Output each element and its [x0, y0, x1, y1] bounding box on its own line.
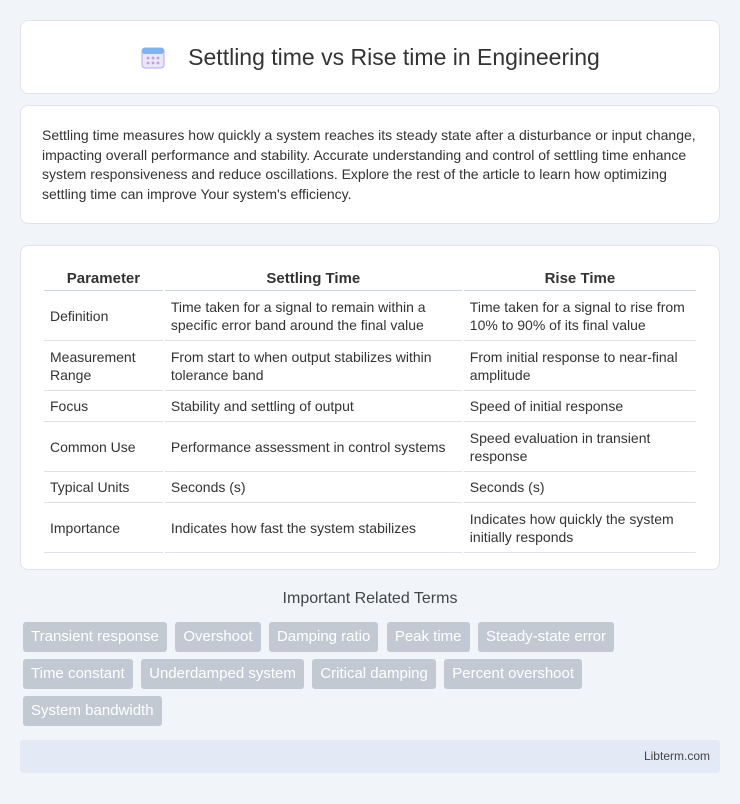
term-tag[interactable]: Critical damping [312, 659, 436, 689]
column-header: Parameter [44, 266, 163, 291]
table-row [44, 503, 696, 553]
table-row [44, 291, 696, 341]
header-card [20, 20, 720, 94]
table-cell: Focus [44, 391, 163, 422]
term-tag[interactable]: Time constant [23, 659, 133, 689]
comparison-card [20, 245, 720, 570]
intro-text: Settling time measures how quickly a system reaches its steady state after a disturbance or input change, impacting overall performance and stability. Accurate understanding and control of settling time enhance system responsiveness and reduce oscillations. Explore the rest of the article to learn how optimizing settling time can improve Your system's efficiency. [42, 127, 696, 202]
term-tag[interactable]: Damping ratio [269, 622, 378, 652]
term-tag[interactable]: Transient response [23, 622, 167, 652]
table-cell: Importance [44, 503, 163, 553]
intro-card [20, 105, 720, 224]
comparison-table [42, 266, 698, 553]
term-tag[interactable]: Peak time [387, 622, 470, 652]
table-row [44, 391, 696, 422]
related-terms-list [23, 622, 723, 733]
table-cell: From start to when output stabilizes within tolerance band [165, 341, 462, 391]
table-row [44, 422, 696, 472]
column-header: Rise Time [464, 266, 696, 291]
table-cell: Definition [44, 291, 163, 341]
table-cell: Seconds (s) [464, 472, 696, 503]
table-row [44, 472, 696, 503]
table-cell: Typical Units [44, 472, 163, 503]
term-tag[interactable]: Steady-state error [478, 622, 614, 652]
table-cell: Speed evaluation in transient response [464, 422, 696, 472]
related-terms-title: Important Related Terms [282, 590, 458, 607]
table-cell: Stability and settling of output [165, 391, 462, 422]
table-cell: Time taken for a signal to rise from 10% to 90% of its final value [464, 291, 696, 341]
footer-site-link[interactable]: Libterm.com [643, 749, 710, 763]
table-cell: Measurement Range [44, 341, 163, 391]
table-cell: Speed of initial response [464, 391, 696, 422]
term-tag[interactable]: Overshoot [175, 622, 260, 652]
term-tag[interactable]: Percent overshoot [444, 659, 582, 689]
page-title: Settling time vs Rise time in Engineering [188, 43, 600, 70]
table-cell: Time taken for a signal to remain within a specific error band around the final value [165, 291, 462, 341]
table-cell: Common Use [44, 422, 163, 472]
term-tag[interactable]: System bandwidth [23, 696, 162, 726]
table-cell: Indicates how quickly the system initially responds [464, 503, 696, 553]
table-cell: Performance assessment in control systems [165, 422, 462, 472]
table-cell: Seconds (s) [165, 472, 462, 503]
term-tag[interactable]: Underdamped system [141, 659, 304, 689]
table-header-row [44, 266, 696, 291]
calendar-icon [140, 44, 166, 70]
table-cell: From initial response to near-final amplitude [464, 341, 696, 391]
table-cell: Indicates how fast the system stabilizes [165, 503, 462, 553]
table-row [44, 341, 696, 391]
footer [20, 740, 720, 773]
column-header: Settling Time [165, 266, 462, 291]
